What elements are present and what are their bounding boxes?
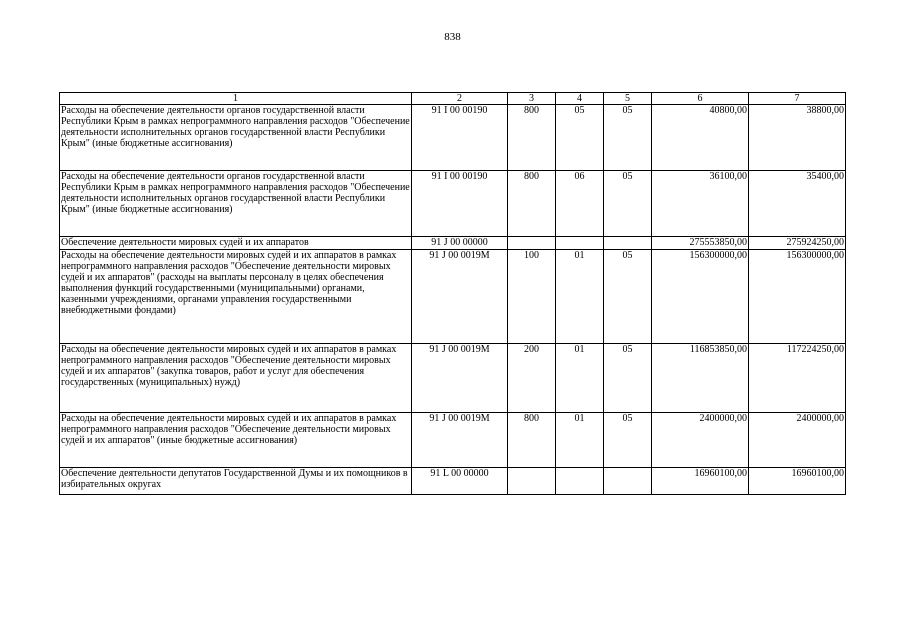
budget-table xyxy=(59,92,846,495)
target-code-cell: 91 J 00 0019M xyxy=(412,250,508,344)
amount-cell-col7: 275924250,00 xyxy=(749,237,846,250)
table-row xyxy=(60,105,846,171)
subsection-cell: 05 xyxy=(604,413,652,468)
subsection-cell: 05 xyxy=(604,171,652,237)
expense-type-cell: 100 xyxy=(508,250,556,344)
target-code-cell: 91 J 00 00000 xyxy=(412,237,508,250)
subsection-cell xyxy=(604,237,652,250)
expense-name-cell: Расходы на обеспечение деятельности мировых судей и их аппаратов в рамках непрограммного направления расходов "Обеспечение деятельности мировых судей и их аппаратов" (иные бюджетные ассигнования) xyxy=(60,413,412,468)
amount-cell-col7: 35400,00 xyxy=(749,171,846,237)
amount-cell-col7: 2400000,00 xyxy=(749,413,846,468)
table-row xyxy=(60,237,846,250)
table-row xyxy=(60,468,846,495)
target-code-cell: 91 I 00 00190 xyxy=(412,171,508,237)
target-code-cell: 91 J 00 0019M xyxy=(412,344,508,413)
column-header: 4 xyxy=(556,93,604,105)
expense-type-cell: 800 xyxy=(508,105,556,171)
table-row xyxy=(60,344,846,413)
expense-name-cell: Расходы на обеспечение деятельности мировых судей и их аппаратов в рамках непрограммного направления расходов "Обеспечение деятельности мировых судей и их аппаратов" (закупка товаров, работ и услуг для обеспечения государственных (муниципальных) нужд) xyxy=(60,344,412,413)
table-row xyxy=(60,413,846,468)
target-code-cell: 91 L 00 00000 xyxy=(412,468,508,495)
column-header: 2 xyxy=(412,93,508,105)
amount-cell-col6: 116853850,00 xyxy=(652,344,749,413)
amount-cell-col7: 16960100,00 xyxy=(749,468,846,495)
subsection-cell: 05 xyxy=(604,344,652,413)
column-header: 6 xyxy=(652,93,749,105)
target-code-cell: 91 J 00 0019M xyxy=(412,413,508,468)
expense-type-cell: 800 xyxy=(508,413,556,468)
amount-cell-col6: 275553850,00 xyxy=(652,237,749,250)
column-header: 1 xyxy=(60,93,412,105)
expense-name-cell: Расходы на обеспечение деятельности органов государственной власти Республики Крым в рамках непрограммного направления расходов "Обеспечение деятельности исполнительных органов государственной власти Республики Крым" (иные бюджетные ассигнования) xyxy=(60,171,412,237)
section-cell: 01 xyxy=(556,413,604,468)
section-cell: 06 xyxy=(556,171,604,237)
amount-cell-col7: 38800,00 xyxy=(749,105,846,171)
column-header: 5 xyxy=(604,93,652,105)
section-cell xyxy=(556,237,604,250)
expense-type-cell xyxy=(508,468,556,495)
target-code-cell: 91 I 00 00190 xyxy=(412,105,508,171)
expense-type-cell xyxy=(508,237,556,250)
amount-cell-col6: 156300000,00 xyxy=(652,250,749,344)
expense-name-cell: Расходы на обеспечение деятельности органов государственной власти Республики Крым в рамках непрограммного направления расходов "Обеспечение деятельности исполнительных органов государственной власти Республики Крым" (иные бюджетные ассигнования) xyxy=(60,105,412,171)
table-row xyxy=(60,171,846,237)
subsection-cell: 05 xyxy=(604,250,652,344)
expense-type-cell: 200 xyxy=(508,344,556,413)
column-header: 7 xyxy=(749,93,846,105)
subsection-cell xyxy=(604,468,652,495)
amount-cell-col6: 36100,00 xyxy=(652,171,749,237)
subsection-cell: 05 xyxy=(604,105,652,171)
expense-name-cell: Обеспечение деятельности мировых судей и их аппаратов xyxy=(60,237,412,250)
amount-cell-col6: 16960100,00 xyxy=(652,468,749,495)
page-number: 838 xyxy=(444,31,461,43)
amount-cell-col7: 117224250,00 xyxy=(749,344,846,413)
section-cell: 01 xyxy=(556,250,604,344)
column-header: 3 xyxy=(508,93,556,105)
section-cell: 01 xyxy=(556,344,604,413)
amount-cell-col7: 156300000,00 xyxy=(749,250,846,344)
expense-name-cell: Обеспечение деятельности депутатов Государственной Думы и их помощников в избирательных округах xyxy=(60,468,412,495)
expense-name-cell: Расходы на обеспечение деятельности мировых судей и их аппаратов в рамках непрограммного направления расходов "Обеспечение деятельности мировых судей и их аппаратов" (расходы на выплаты персоналу в целях обеспечения выполнения функций государственными (муниципальными) органами, казенными учреждениями, органами управления государственными внебюджетными фондами) xyxy=(60,250,412,344)
section-cell: 05 xyxy=(556,105,604,171)
amount-cell-col6: 2400000,00 xyxy=(652,413,749,468)
amount-cell-col6: 40800,00 xyxy=(652,105,749,171)
section-cell xyxy=(556,468,604,495)
table-header-row xyxy=(60,93,846,105)
table-row xyxy=(60,250,846,344)
expense-type-cell: 800 xyxy=(508,171,556,237)
